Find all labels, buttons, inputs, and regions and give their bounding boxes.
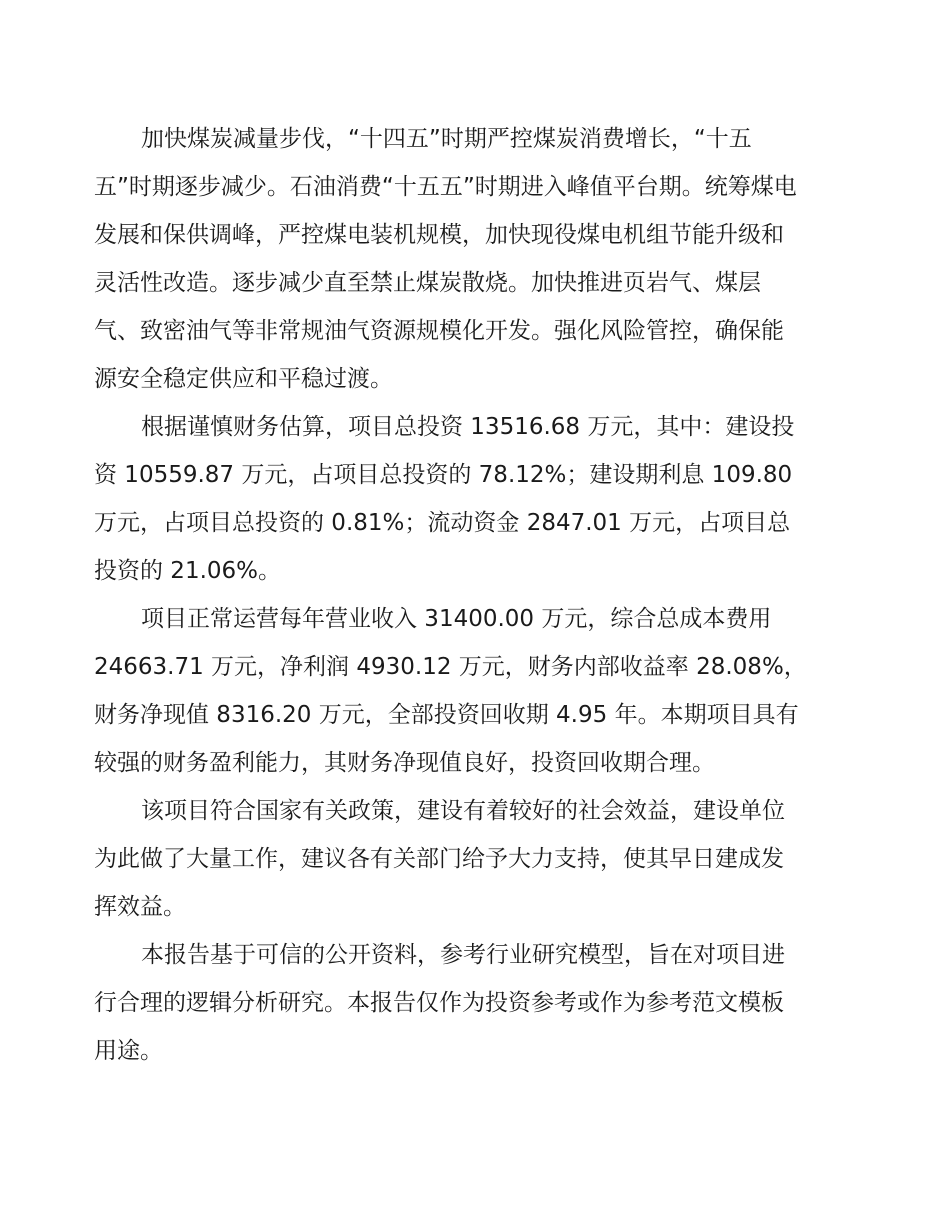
text-line: 该项目符合国家有关政策，建设有着较好的社会效益，建设单位 [141,798,785,824]
text-line: 发展和保供调峰，严控煤电装机规模，加快现役煤电机组节能升级和 [94,222,784,248]
paragraph-financial-returns [94,595,844,787]
paragraph-disclaimer [94,931,844,1075]
text-line: 行合理的逻辑分析研究。本报告仅作为投资参考或作为参考范文模板 [94,990,784,1016]
text-line: 本报告基于可信的公开资料，参考行业研究模型，旨在对项目进 [141,942,785,968]
text-line: 财务净现值 8316.20 万元，全部投资回收期 4.95 年。本期项目具有 [94,702,799,728]
paragraph-coal-reduction [94,115,844,403]
text-line: 灵活性改造。逐步减少直至禁止煤炭散烧。加快推进页岩气、煤层 [94,270,761,296]
document-body [94,115,844,1075]
text-line: 用途。 [94,1038,163,1064]
text-line: 加快煤炭减量步伐，“十四五”时期严控煤炭消费增长，“十五 [141,126,752,152]
text-line: 项目正常运营每年营业收入 31400.00 万元，综合总成本费用 [141,606,772,632]
text-line: 24663.71 万元，净利润 4930.12 万元，财务内部收益率 28.08%， [94,654,807,680]
text-line: 资 10559.87 万元，占项目总投资的 78.12%；建设期利息 109.80 [94,462,793,488]
text-line: 气、致密油气等非常规油气资源规模化开发。强化风险管控，确保能 [94,318,784,344]
paragraph-investment-estimate [94,403,844,595]
text-line: 投资的 21.06%。 [94,558,282,584]
text-line: 较强的财务盈利能力，其财务净现值良好，投资回收期合理。 [94,750,715,776]
text-line: 挥效益。 [94,894,186,920]
paragraph-policy-compliance [94,787,844,931]
text-line: 万元，占项目总投资的 0.81%；流动资金 2847.01 万元，占项目总 [94,510,791,536]
text-line: 五”时期逐步减少。石油消费“十五五”时期进入峰值平台期。统筹煤电 [94,174,797,200]
text-line: 为此做了大量工作，建议各有关部门给予大力支持，使其早日建成发 [94,846,784,872]
text-line: 源安全稳定供应和平稳过渡。 [94,366,393,392]
text-line: 根据谨慎财务估算，项目总投资 13516.68 万元，其中：建设投 [141,414,795,440]
